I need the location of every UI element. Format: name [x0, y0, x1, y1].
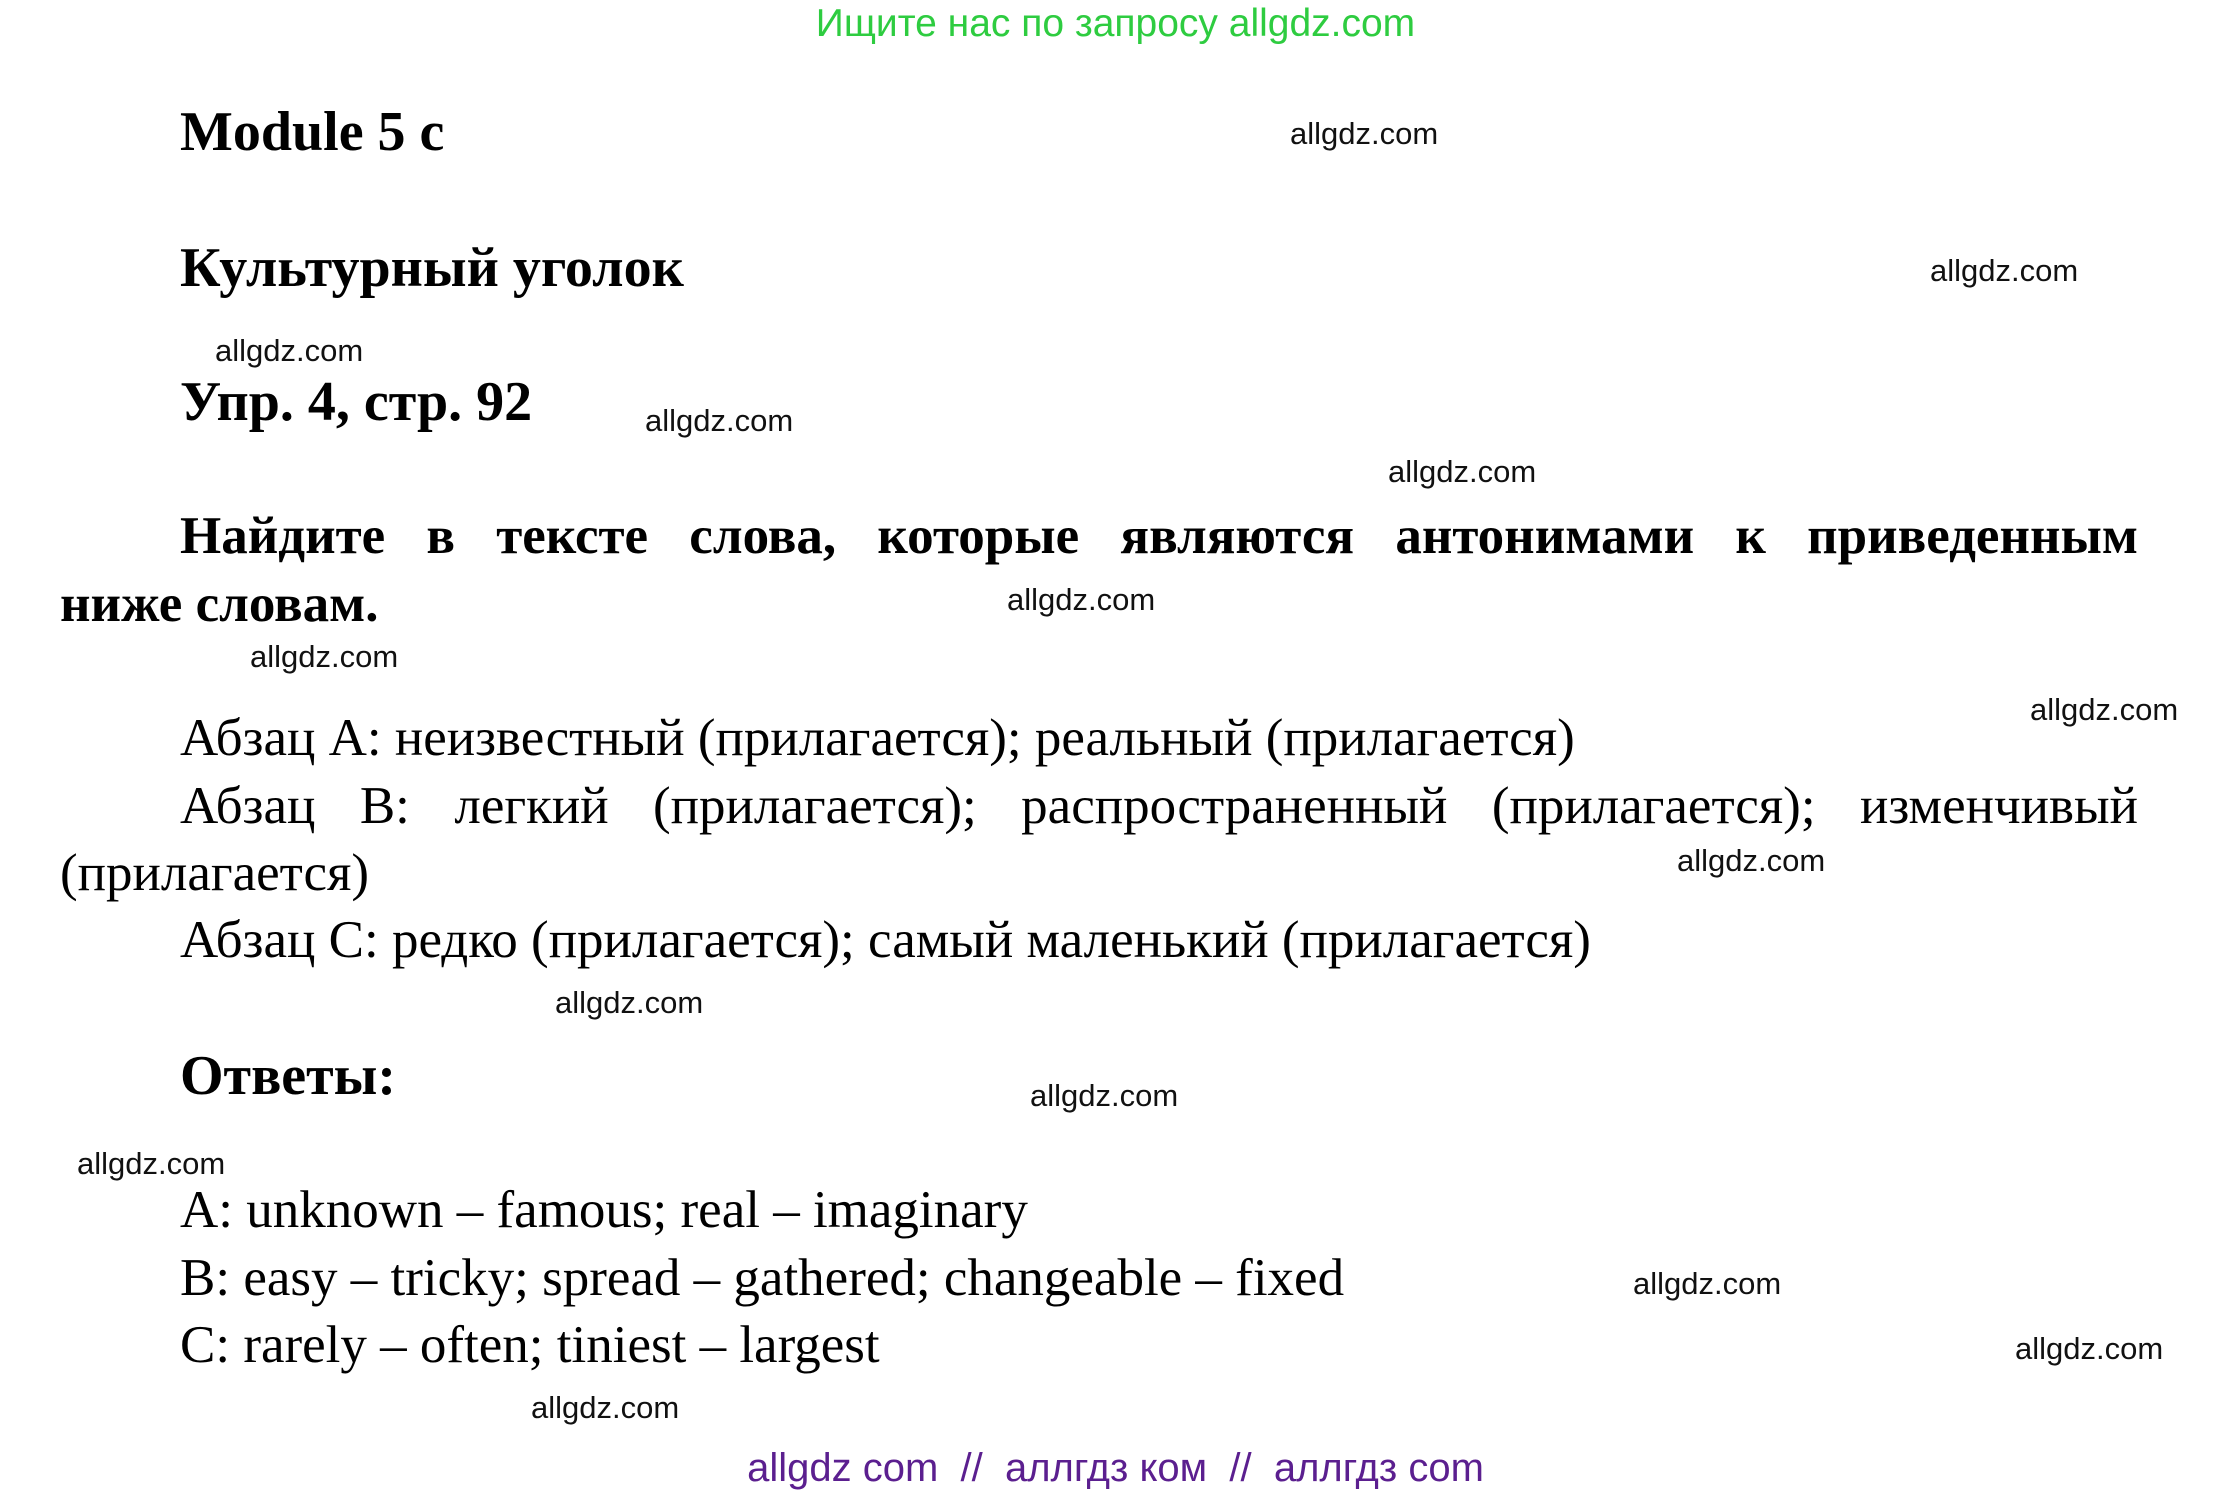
watermark: allgdz.com — [1007, 582, 1156, 617]
watermark: allgdz.com — [77, 1146, 226, 1181]
watermark: allgdz.com — [1030, 1078, 1179, 1113]
watermark: allgdz.com — [215, 333, 364, 368]
watermark: allgdz.com — [645, 403, 794, 438]
task-line-1: Найдите в тексте слова, которые являются антонимами к приведенным — [180, 507, 2138, 565]
paragraph-b-line-1: Абзац B: легкий (прилагается); распространенный (прилагается); изменчивый — [180, 777, 2138, 835]
exercise-reference: Упр. 4, стр. 92 — [180, 371, 533, 433]
module-title: Module 5 c — [180, 101, 445, 163]
section-title: Культурный уголок — [180, 237, 684, 299]
answers-heading: Ответы: — [180, 1045, 397, 1107]
paragraph-c: Абзац C: редко (прилагается); самый маленький (прилагается) — [180, 911, 1591, 969]
paragraph-a: Абзац A: неизвестный (прилагается); реальный (прилагается) — [180, 709, 1575, 767]
watermark: allgdz.com — [2030, 692, 2179, 727]
watermark: allgdz.com — [1633, 1266, 1782, 1301]
watermark: allgdz.com — [1388, 454, 1537, 489]
watermark: allgdz.com — [1677, 843, 1826, 878]
task-line-2: ниже словам. — [60, 575, 379, 633]
top-banner: Ищите нас по запросу allgdz.com — [815, 2, 1416, 45]
watermark: allgdz.com — [1930, 253, 2079, 288]
answer-b: B: easy – tricky; spread – gathered; changeable – fixed — [180, 1249, 1345, 1307]
watermark: allgdz.com — [250, 639, 399, 674]
paragraph-b-line-2: (прилагается) — [60, 844, 369, 902]
watermark: allgdz.com — [555, 985, 704, 1020]
bottom-banner: allgdz com // аллгдз ком // аллгдз com — [747, 1446, 1484, 1490]
answer-a: A: unknown – famous; real – imaginary — [180, 1181, 1028, 1239]
answer-c: C: rarely – often; tiniest – largest — [180, 1316, 880, 1374]
watermark: allgdz.com — [1290, 116, 1439, 151]
watermark: allgdz.com — [2015, 1331, 2164, 1366]
watermark: allgdz.com — [531, 1390, 680, 1425]
